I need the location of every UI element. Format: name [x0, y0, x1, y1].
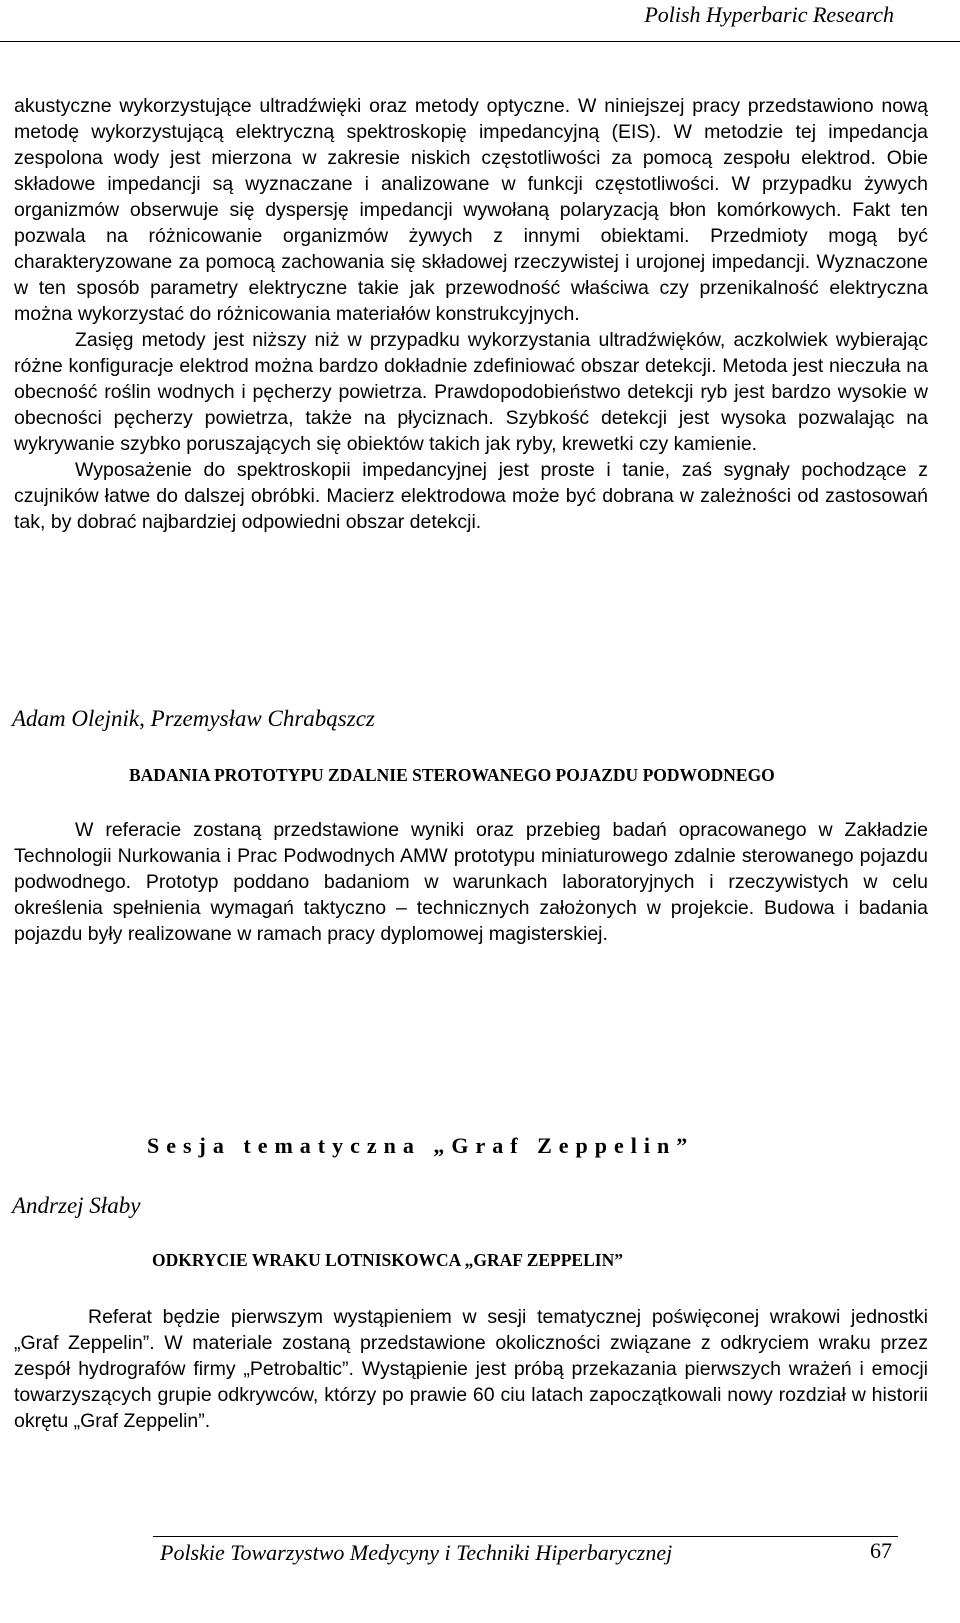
paragraph: Wyposażenie do spektroskopii impedancyjnej jest proste i tanie, zaś sygnały pochodzące z czujników łatwe do dalszej obróbki. Macierz elektrodowa może być dobrana w zależności od zastosowań tak, by dobrać najbardziej odpowiedni obszar detekcji.	[14, 459, 928, 533]
abstract-paragraph: Referat będzie pierwszym wystąpieniem w sesji tematycznej poświęconej wrakowi jednostki „Graf Zeppelin”. W materiale zostaną przedstawione okoliczności związane z odkryciem wraku przez zespół hydrografów firmy „Petrobaltic”. Wystąpienie jest próbą przekazania pierwszych wrażeń i emocji towarzyszących grupie odkrywców, którzy po prawie 60 ciu latach zapoczątkowali nowy rozdział w historii okrętu „Graf Zeppelin”.	[14, 1306, 928, 1432]
paragraph: akustyczne wykorzystujące ultradźwięki oraz metody optyczne. W niniejszej pracy przedstawiono nową metodę wykorzystującą elektryczną spektroskopię impedancyjną (EIS). W metodzie tej impedancja zespolona wody jest mierzona w zakresie niskich częstotliwości za pomocą zespołu elektrod. Obie składowe impedancji są wyznaczane i analizowane w funkcji częstotliwości. W przypadku żywych organizmów obserwuje się dyspersję impedancji wywołaną polaryzacją błon komórkowych. Fakt ten pozwala na różnicowanie organizmów żywych z innymi obiektami. Przedmioty mogą być charakteryzowane za pomocą zachowania się składowej rzeczywistej i urojonej impedancji. Wyznaczone w ten sposób parametry elektryczne takie jak przewodność właściwa czy przenikalność elektryczna można wykorzystać do różnicowania materiałów konstrukcyjnych.	[14, 95, 928, 325]
authors: Adam Olejnik, Przemysław Chrabąszcz	[12, 706, 375, 731]
paragraph: Zasięg metody jest niższy niż w przypadku wykorzystania ultradźwięków, aczkolwiek wybierając różne konfiguracje elektrod można bardzo dokładnie zdefiniować obszar detekcji. Metoda jest nieczuła na obecność roślin wodnych i pęcherzy powietrza. Prawdopodobieństwo detekcji ryb jest bardzo wysokie w obecności pęcherzy powietrza, także na płyciznach. Szybkość detekcji jest wysoka pozwalając na wykrywanie szybko poruszających się obiektów takich jak ryby, krewetki czy kamienie.	[14, 329, 928, 455]
section1-text	[14, 93, 928, 535]
footer-rule	[153, 1536, 898, 1537]
footer-society: Polskie Towarzystwo Medycyny i Techniki Hiperbarycznej	[160, 1540, 673, 1565]
article-title: ODKRYCIE WRAKU LOTNISKOWCA „GRAF ZEPPELIN”	[152, 1250, 623, 1270]
header-rule	[0, 41, 960, 42]
page-header	[0, 0, 960, 46]
article-title: BADANIA PROTOTYPU ZDALNIE STEROWANEGO POJAZDU PODWODNEGO	[129, 765, 775, 785]
abstract-paragraph: W referacie zostaną przedstawione wyniki oraz przebieg badań opracowanego w Zakładzie Technologii Nurkowania i Prac Podwodnych AMW prototypu miniaturowego zdalnie sterowanego pojazdu podwodnego. Prototyp poddano badaniom w warunkach laboratoryjnych i rzeczywistych w celu określenia spełnienia wymagań taktyczno – technicznych założonych w projekcie. Budowa i badania pojazdu były realizowane w ramach pracy dyplomowej magisterskiej.	[14, 819, 928, 945]
journal-title: Polish Hyperbaric Research	[644, 2, 894, 27]
author: Andrzej Słaby	[12, 1193, 141, 1218]
session-title: Sesja tematyczna „Graf Zeppelin”	[147, 1133, 695, 1158]
page-number: 67	[870, 1538, 892, 1563]
